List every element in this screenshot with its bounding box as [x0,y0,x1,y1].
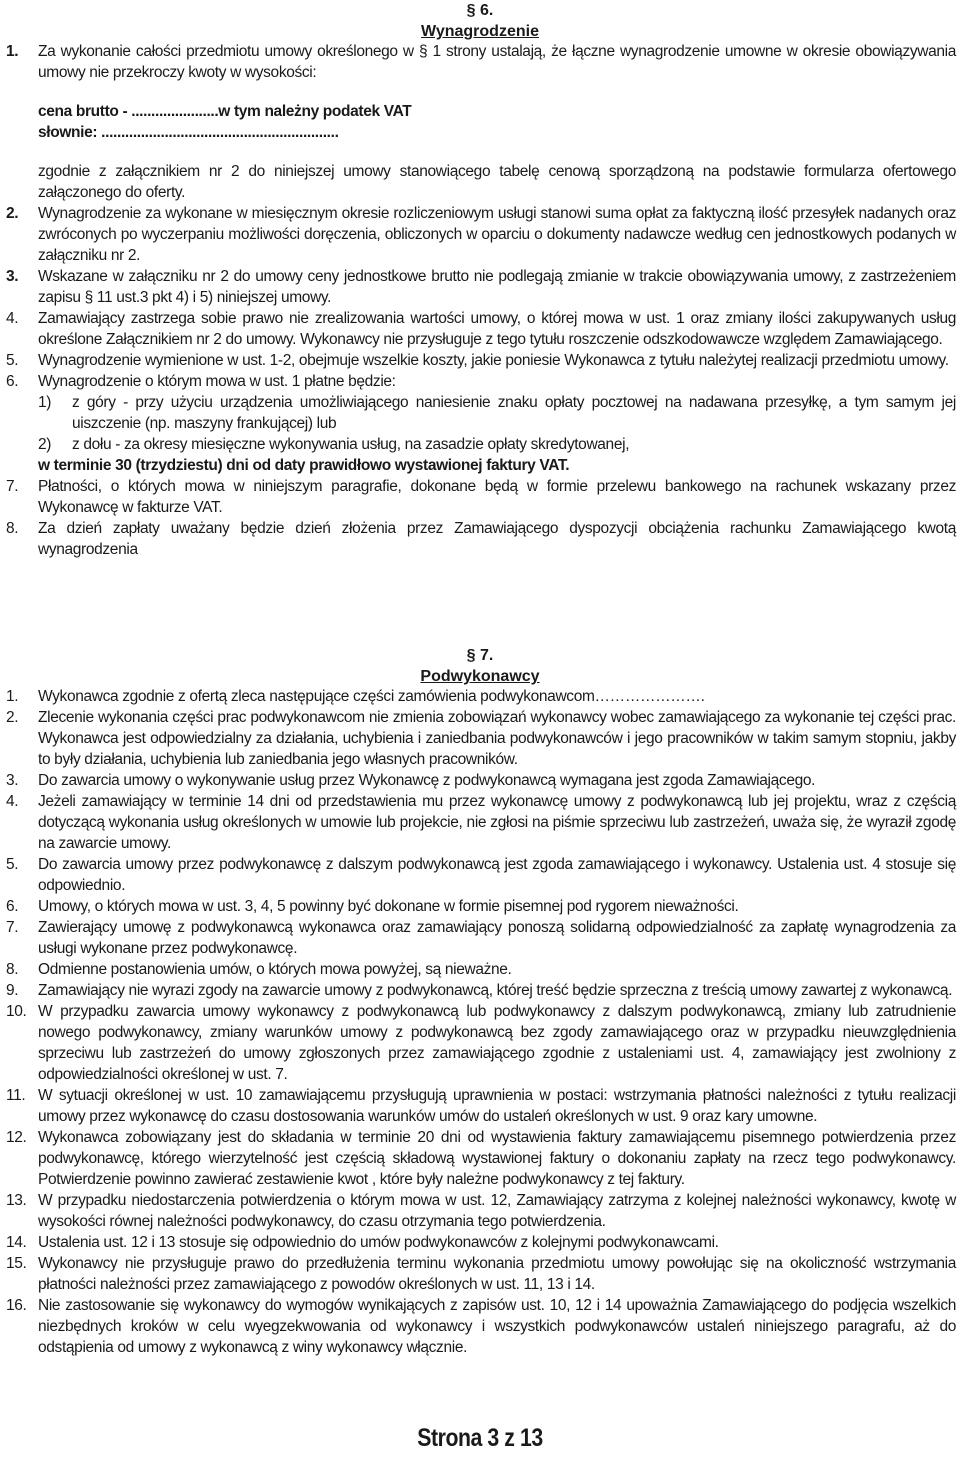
paragraph-number: 8. [6,961,19,978]
paragraph-number: 9. [6,982,19,999]
paragraph-text: W przypadku niedostarczenia potwierdzenia o którym mowa w ust. 12, Zamawiający zatrzyma z kolejnej należności wykonawcy, kwotę w wysokości równej należności podwykonawcy, do czasu otrzymania tego potwierdzenia. [38,1192,956,1230]
paragraph-text: Zamawiający nie wyrazi zgody na zawarcie umowy z podwykonawcą, której treść będzie sprzeczna z treścią umowy zawartej z wykonawcą. [38,982,953,999]
paragraph-text: Ustalenia ust. 12 i 13 stosuje się odpowiednio do umów podwykonawców z kolejnymi podwykonawcami. [38,1234,719,1251]
paragraph-number: 6. [6,373,19,390]
paragraph-number: 11. [6,1087,26,1104]
section-7-body [0,686,960,1358]
page-footer: Strona 3 z 13 [417,1424,543,1452]
sec6-paragraph-5 [0,350,960,371]
paragraph-text: Umowy, o których mowa w ust. 3, 4, 5 powinny być dokonane w formie pisemnej pod rygorem nieważności. [38,898,739,915]
paragraph-text: Nie zastosowanie się wykonawcy do wymogów wynikających z zapisów ust. 10, 12 i 14 upoważnia Zamawiającego do podjęcia wszelkich niezbędnych kroków w celu wyegzekwowania od wykonawcy i wszystkich podwykonawców ustaleń niniejszego paragrafu, aż do odstąpienia od umowy z wykonawcą z winy wykonawcy włącznie. [38,1297,956,1356]
paragraph-number: 4. [6,793,19,810]
section-6-body [0,41,960,560]
section-7-title: Podwykonawcy [420,668,540,685]
subpoint-number: 2) [38,436,52,453]
in-words-line: słownie: ............................................................ [38,124,339,141]
paragraph-number: 2. [6,205,19,222]
paragraph-text: Wynagrodzenie za wykonane w miesięcznym okresie rozliczeniowym usługi stanowi suma opłat za faktyczną ilość przesyłek nadanych oraz zwróconych po wyczerpaniu możliwości doręczenia, obliczonych w oparciu o dokumenty nadawcze według cen jednostkowych podanych w załączniku nr 2. [38,205,956,264]
sec6-paragraph-8 [0,518,960,560]
price-table-note: zgodnie z załącznikiem nr 2 do niniejszej umowy stanowiącego tabelę cenową sporządzoną na podstawie formularza ofertowego załączonego do oferty. [38,163,956,201]
subpoint-text: z góry - przy użyciu urządzenia umożliwiającego naniesienie znaku opłaty pocztowej na nadawana przesyłkę, a tym samym jej uiszczenie (np. maszyny frankującej) lub [72,394,956,432]
paragraph-text: Wynagrodzenie o którym mowa w ust. 1 płatne będzie: [38,373,396,390]
sec7-paragraph-14 [0,1232,960,1253]
sec7-paragraph-7 [0,917,960,959]
paragraph-text: Do zawarcia umowy o wykonywanie usług przez Wykonawcę z podwykonawcą wymagana jest zgoda Zamawiającego. [38,772,816,789]
sec7-paragraph-6 [0,896,960,917]
paragraph-text: W przypadku zawarcia umowy wykonawcy z podwykonawcą lub podwykonawcy z dalszym podwykonawcą, zmiany lub zatrudnienie nowego podwykonawcy, zmiany warunków umowy z podwykonawcą bez zgody zamawiającego oraz w przypadku nieuwzględnienia sprzeciwu lub zastrzeżeń do umowy zgłoszonych przez zamawiającego zgodnie z ustaleniami ust. 4, zamawiający jest zwolniony z odpowiedzialności określonej w ust. 7. [38,1003,956,1083]
paragraph-number: 4. [6,310,19,327]
sec7-paragraph-12 [0,1127,960,1190]
sec6-paragraph-2 [0,203,960,266]
paragraph-number: 12. [6,1129,27,1146]
sec7-paragraph-15 [0,1253,960,1295]
sec7-paragraph-9 [0,980,960,1001]
paragraph-text: Wykonawcy nie przysługuje prawo do przedłużenia terminu wykonania przedmiotu umowy powołując się na okoliczność wstrzymania płatności należności przez zamawiającego z powodów określonych w ust. 11, 13 i 14. [38,1255,956,1293]
sec7-paragraph-3 [0,770,960,791]
sec7-paragraph-1 [0,686,960,707]
sec7-paragraph-10 [0,1001,960,1085]
sec6-paragraph-3 [0,266,960,308]
paragraph-number: 6. [6,898,19,915]
paragraph-number: 3. [6,772,19,789]
sec7-paragraph-13 [0,1190,960,1232]
subpoint-number: 1) [38,394,52,411]
sec6-subpoint-2 [0,434,960,455]
sec7-paragraph-4 [0,791,960,854]
paragraph-text: Zamawiający zastrzega sobie prawo nie zrealizowania wartości umowy, o której mowa w ust. 1 oraz zmiany ilości zakupywanych usług określone Załącznikiem nr 2 do umowy. Wykonawcy nie przysługuje z tego tytułu roszczenie odszkodowawcze względem Zamawiającego. [38,310,956,348]
sec7-paragraph-11 [0,1085,960,1127]
sec7-paragraph-8 [0,959,960,980]
paragraph-text: Wykonawca zobowiązany jest do składania w terminie 20 dni od wystawienia faktury zamawiającemu pisemnego potwierdzenia przez podwykonawcę, którego wierzytelność jest częścią składową wystawionej faktury o dokonaniu zapłaty na rzecz tego podwykonawcy. Potwierdzenie powinno zawierać zestawienie kwot , które były należne podwykonawcy z tej faktury. [38,1129,956,1188]
paragraph-text: Wykonawca zgodnie z ofertą zleca następujące części zamówienia podwykonawcom…………………. [38,688,705,705]
sec6-paragraph-7 [0,476,960,518]
sec6-paragraph-4 [0,308,960,350]
paragraph-number: 1. [6,688,19,705]
paragraph-text: Za wykonanie całości przedmiotu umowy określonego w § 1 strony ustalają, że łączne wynagrodzenie umowne w okresie obowiązywania umowy nie przekroczy kwoty w wysokości: [38,43,956,81]
paragraph-number: 7. [6,478,19,495]
sec7-paragraph-5 [0,854,960,896]
paragraph-text: Zlecenie wykonania części prac podwykonawcom nie zmienia zobowiązań wykonawcy wobec zamawiającego za wykonanie tej części prac. Wykonawca jest odpowiedzialny za działania, uchybienia i zaniedbania podwykonawców i jego pracowników w takim samym stopniu, jakby to były działania, uchybienia lub zaniedbania jego własnych pracowników. [38,709,956,768]
paragraph-text: Odmienne postanowienia umów, o których mowa powyżej, są nieważne. [38,961,512,978]
paragraph-number: 8. [6,520,19,537]
paragraph-text: Za dzień zapłaty uważany będzie dzień złożenia przez Zamawiającego dyspozycji obciążenia rachunku Zamawiającego kwotą wynagrodzenia [38,520,956,558]
paragraph-number: 3. [6,268,19,285]
paragraph-text: Wynagrodzenie wymienione w ust. 1-2, obejmuje wszelkie koszty, jakie poniesie Wykonawca z tytułu należytej realizacji przedmiotu umowy. [38,352,949,369]
paragraph-number: 14. [6,1234,27,1251]
paragraph-number: 15. [6,1255,27,1272]
sec7-paragraph-2 [0,707,960,770]
paragraph-number: 16. [6,1297,27,1314]
sec6-paragraph-6 [0,371,960,392]
paragraph-text: Zawierający umowę z podwykonawcą wykonawca oraz zamawiający ponoszą solidarną odpowiedzialność za zapłatę wynagrodzenia za usługi wykonane przez podwykonawcę. [38,919,956,957]
paragraph-number: 1. [6,43,19,60]
sec6-subpoint-1 [0,392,960,434]
section-6-title: Wynagrodzenie [421,23,539,40]
subpoint-text: z dołu - za okresy miesięczne wykonywania usług, na zasadzie opłaty skredytowanej, [72,436,630,453]
paragraph-text: W sytuacji określonej w ust. 10 zamawiającemu przysługują uprawnienia w postaci: wstrzymania płatności należności z tytułu realizacji umowy przez wykonawcę do czasu dostosowania warunków umów do ustaleń określonych w ust. 9 oraz kary umowne. [38,1087,956,1125]
paragraph-text: Płatności, o których mowa w niniejszym paragrafie, dokonane będą w formie przelewu bankowego na rachunek wskazany przez Wykonawcę w fakturze VAT. [38,478,956,516]
payment-term: w terminie 30 (trzydziestu) dni od daty prawidłowo wystawionej faktury VAT. [38,457,570,474]
gross-price-line: cena brutto - ......................w tym należny podatek VAT [38,103,412,120]
paragraph-number: 10. [6,1003,27,1020]
sec7-paragraph-16 [0,1295,960,1358]
paragraph-number: 13. [6,1192,27,1209]
paragraph-text: Jeżeli zamawiający w terminie 14 dni od przedstawienia mu przez wykonawcę umowy z podwykonawcą lub jej projektu, wraz z częścią dotyczącą wykonania usług określonych w umowie lub projekcie, nie zgłosi na piśmie sprzeciwu lub zastrzeżeń, uważa się, że wyraził zgodę na zawarcie umowy. [38,793,956,852]
paragraph-number: 2. [6,709,19,726]
section-7-number: § 7. [466,647,494,664]
paragraph-text: Do zawarcia umowy przez podwykonawcę z dalszym podwykonawcą jest zgoda zamawiającego i wykonawcy. Ustalenia ust. 4 stosuje się odpowiednio. [38,856,956,894]
paragraph-number: 5. [6,856,19,873]
paragraph-number: 5. [6,352,19,369]
sec6-paragraph-1 [0,41,960,83]
section-6-number: § 6. [466,2,494,19]
paragraph-text: Wskazane w załączniku nr 2 do umowy ceny jednostkowe brutto nie podlegają zmianie w trakcie obowiązywania umowy, z zastrzeżeniem zapisu § 11 ust.3 pkt 4) i 5) niniejszej umowy. [38,268,956,306]
paragraph-number: 7. [6,919,19,936]
